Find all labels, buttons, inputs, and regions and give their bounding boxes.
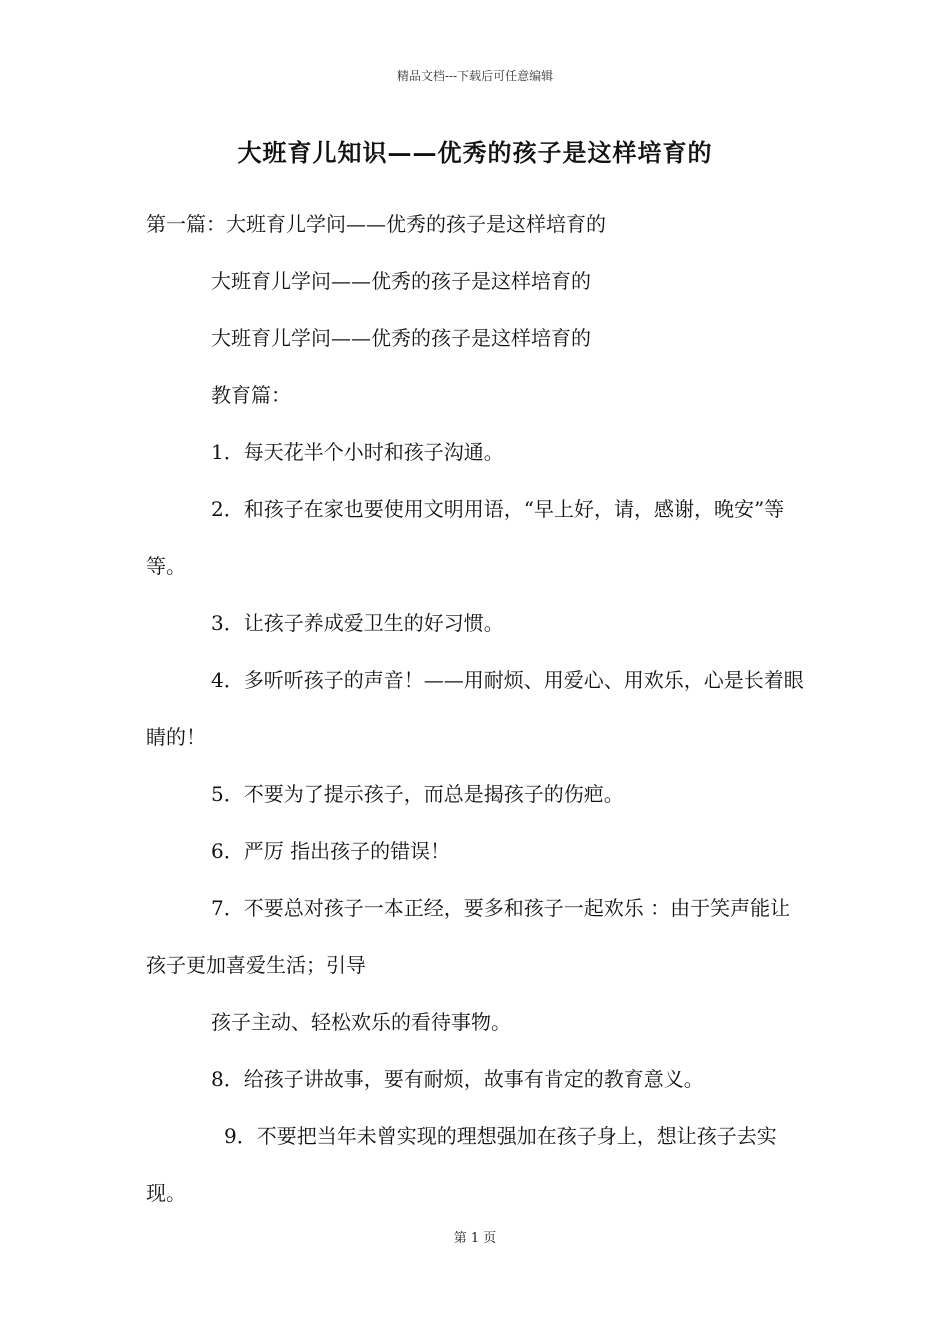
paragraph: 大班育儿学问——优秀的孩子是这样培育的	[211, 269, 591, 293]
list-item: 8．给孩子讲故事，要有耐烦，故事有肯定的教育意义。	[211, 1067, 704, 1091]
paragraph: 大班育儿学问——优秀的孩子是这样培育的	[211, 326, 591, 350]
list-item: 5．不要为了提示孩子，而总是揭孩子的伤疤。	[211, 782, 624, 806]
paragraph: 教育篇：	[211, 383, 291, 407]
page-number: 第 1 页	[453, 1231, 497, 1246]
list-item: 3．让孩子养成爱卫生的好习惯。	[211, 611, 504, 635]
list-item: 4．多听听孩子的声音！——用耐烦、用爱心、用欢乐，心是长着眼睛的！	[146, 668, 804, 749]
list-item: 1．每天花半个小时和孩子沟通。	[211, 440, 504, 464]
paragraph-section-heading: 第一篇：大班育儿学问——优秀的孩子是这样培育的	[146, 212, 606, 236]
document-title: 大班育儿知识——优秀的孩子是这样培育的	[237, 138, 713, 167]
list-item: 9．不要把当年未曾实现的理想强加在孩子身上，想让孩子去实现。	[146, 1124, 777, 1205]
list-item: 6．严厉 指出孩子的错误！	[211, 839, 451, 863]
document-body	[146, 196, 808, 1222]
list-item-continuation: 孩子主动、轻松欢乐的看待事物。	[211, 1010, 511, 1034]
header-note: 精品文档---下载后可任意编辑	[396, 69, 554, 83]
list-item: 7．不要总对孩子一本正经，要多和孩子一起欢乐 ：由于笑声能让孩子更加喜爱生活；引导	[146, 896, 791, 977]
list-item: 2．和孩子在家也要使用文明用语，“早上好，请，感谢，晚安”等等。	[146, 497, 785, 578]
